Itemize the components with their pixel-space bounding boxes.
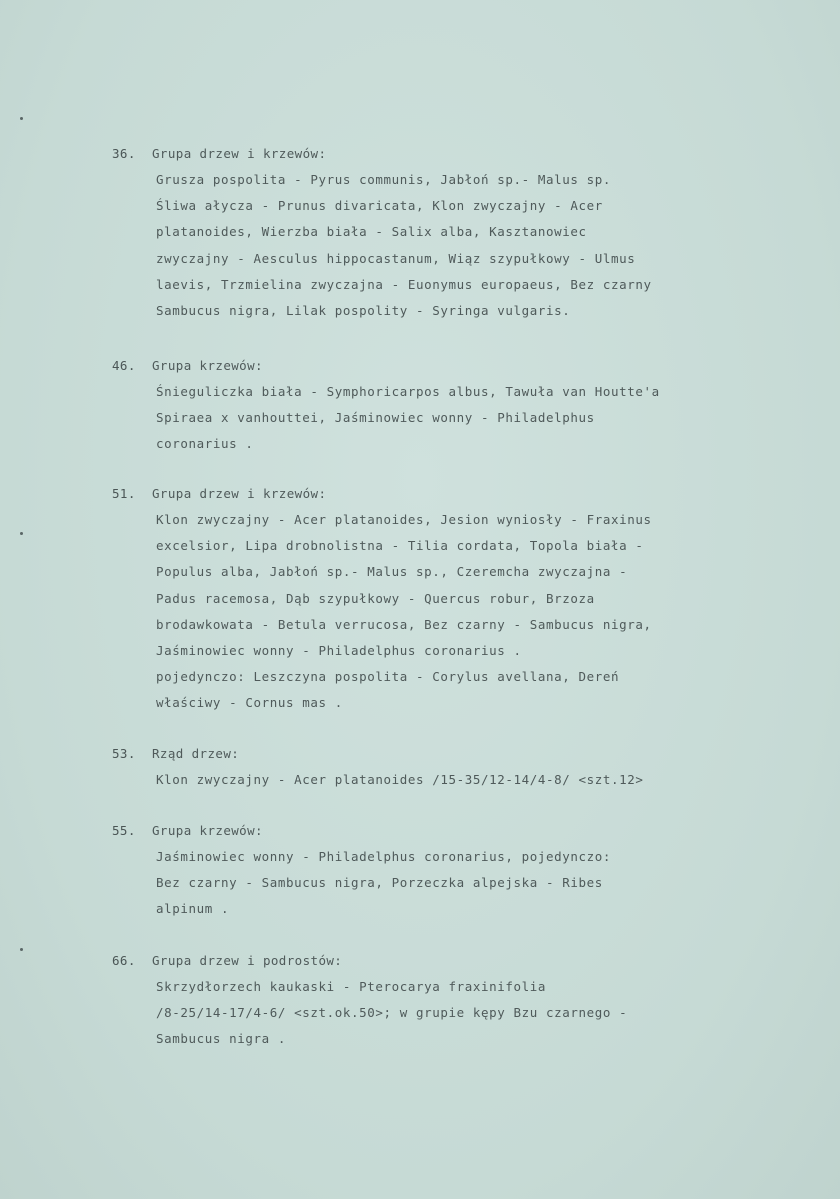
entry-line: Skrzydłorzech kaukaski - Pterocarya fraxinifolia: [156, 979, 547, 994]
entry-line: coronarius .: [156, 436, 254, 452]
entry-number: 46.: [112, 358, 136, 373]
entry-number: 53.: [112, 746, 136, 761]
entry-line: laevis, Trzmielina zwyczajna - Euonymus europaeus, Bez czarny: [156, 276, 652, 292]
entry-body: [156, 167, 812, 324]
entry-body: [156, 844, 812, 923]
entry-line: pojedynczo: Leszczyna pospolita - Corylus avellana, Dereń: [156, 669, 620, 685]
entry-51: [112, 481, 812, 717]
entry-body: [156, 507, 812, 717]
entry-number: 51.: [112, 486, 136, 501]
entry-line: Klon zwyczajny - Acer platanoides /15-35/12-14/4-8/ <szt.12>: [156, 772, 644, 787]
entry-line: Sambucus nigra .: [156, 1031, 287, 1047]
entry-line: Bez czarny - Sambucus nigra, Porzeczka alpejska - Ribes: [156, 875, 603, 891]
entry-line: excelsior, Lipa drobnolistna - Tilia cordata, Topola biała -: [156, 538, 644, 554]
scan-speck: [20, 532, 23, 535]
entry-55: [112, 818, 812, 923]
entry-line: Jaśminowiec wonny - Philadelphus coronarius .: [156, 643, 522, 659]
entry-line: Śnieguliczka biała - Symphoricarpos albus, Tawuła van Houtte'a: [156, 384, 660, 399]
entry-title: Grupa krzewów:: [152, 358, 263, 373]
entry-line: Sambucus nigra, Lilak pospolity - Syringa vulgaris.: [156, 303, 571, 319]
entry-title: Grupa drzew i krzewów:: [152, 486, 327, 501]
entry-title: Grupa drzew i podrostów:: [152, 953, 343, 968]
entry-title: Grupa krzewów:: [152, 823, 263, 838]
entry-46: [112, 353, 812, 458]
scan-speck: [20, 948, 23, 951]
entry-line: Populus alba, Jabłoń sp.- Malus sp., Czeremcha zwyczajna -: [156, 564, 628, 580]
entry-line: Klon zwyczajny - Acer platanoides, Jesion wyniosły - Fraxinus: [156, 512, 652, 527]
entry-title: Grupa drzew i krzewów:: [152, 146, 327, 161]
scan-speck: [20, 117, 23, 120]
entry-line: Śliwa ałycza - Prunus divaricata, Klon zwyczajny - Acer: [156, 198, 603, 214]
entry-line: alpinum .: [156, 901, 230, 917]
entry-line: Jaśminowiec wonny - Philadelphus coronarius, pojedynczo:: [156, 849, 612, 864]
entry-body: [156, 379, 812, 458]
entry-line: brodawkowata - Betula verrucosa, Bez czarny - Sambucus nigra,: [156, 616, 652, 632]
entry-line: Spiraea x vanhouttei, Jaśminowiec wonny - Philadelphus: [156, 410, 595, 426]
entry-53: [112, 741, 812, 793]
entry-line: zwyczajny - Aesculus hippocastanum, Wiąz szypułkowy - Ulmus: [156, 250, 636, 266]
entry-66: [112, 948, 812, 1053]
entry-body: [156, 974, 812, 1053]
entry-number: 55.: [112, 823, 136, 838]
entry-line: właściwy - Cornus mas .: [156, 695, 343, 711]
entry-line: /8-25/14-17/4-6/ <szt.ok.50>; w grupie kępy Bzu czarnego -: [156, 1005, 628, 1021]
entry-number: 66.: [112, 953, 136, 968]
entry-line: Padus racemosa, Dąb szypułkowy - Quercus robur, Brzoza: [156, 590, 595, 606]
entry-line: Grusza pospolita - Pyrus communis, Jabłoń sp.- Malus sp.: [156, 172, 612, 187]
entry-body: [156, 767, 812, 793]
entry-number: 36.: [112, 146, 136, 161]
entry-line: platanoides, Wierzba biała - Salix alba, Kasztanowiec: [156, 224, 587, 240]
entry-36: [112, 141, 812, 324]
entry-title: Rząd drzew:: [152, 746, 240, 761]
